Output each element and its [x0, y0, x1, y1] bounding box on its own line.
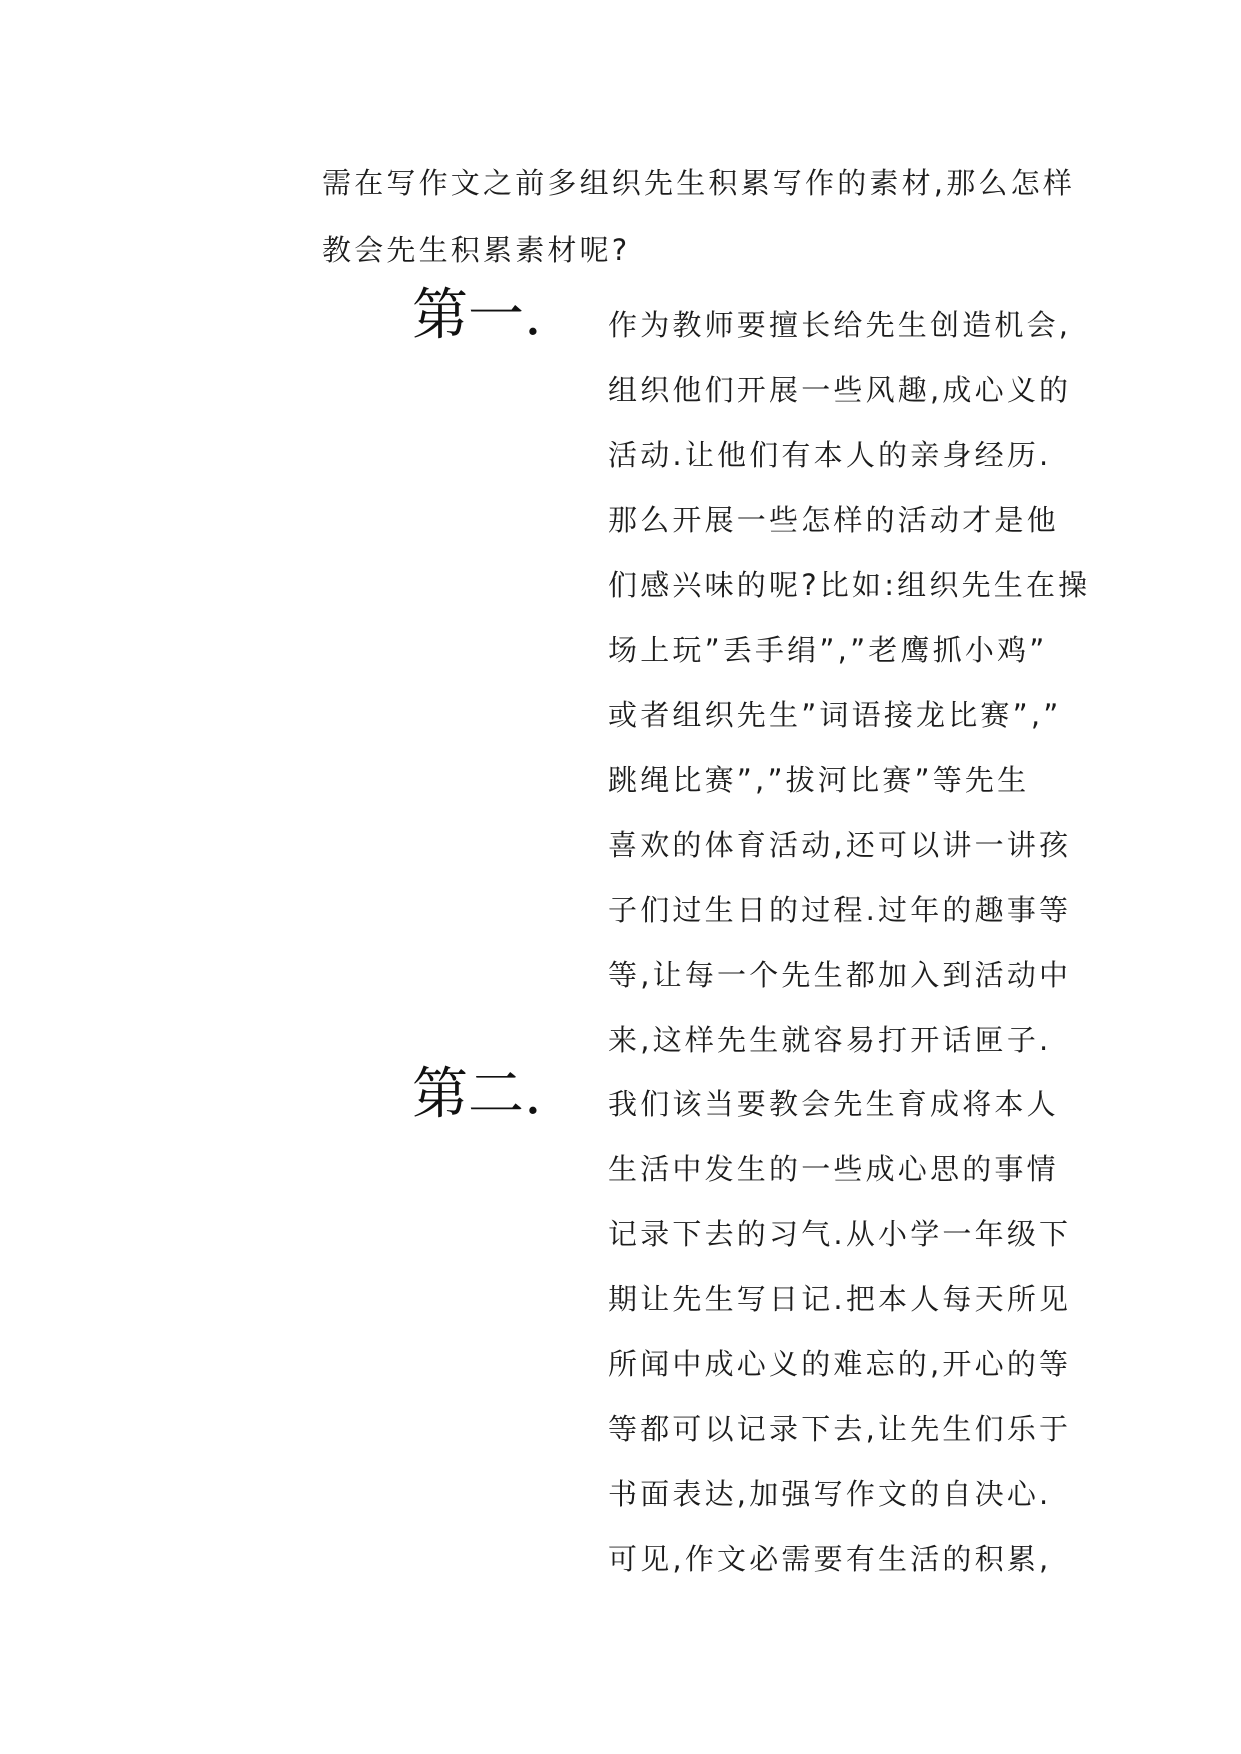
section-line: 书面表达,加强写作文的自决心. — [608, 1477, 1052, 1511]
section-line: 记录下去的习气.从小学一年级下 — [608, 1217, 1072, 1251]
section-line: 作为教师要擅长给先生创造机会, — [608, 308, 1072, 342]
section-line: 等都可以记录下去,让先生们乐于 — [608, 1412, 1072, 1446]
section-line: 喜欢的体育活动,还可以讲一讲孩 — [608, 828, 1072, 862]
section-line: 那么开展一些怎样的活动才是他 — [608, 503, 1059, 537]
section-line: 子们过生日的过程.过年的趣事等 — [608, 893, 1072, 927]
section-line: 跳绳比赛”,”拔河比赛”等先生 — [608, 763, 1030, 797]
section-line: 期让先生写日记.把本人每天所见 — [608, 1282, 1072, 1316]
section-line: 等,让每一个先生都加入到活动中 — [608, 958, 1072, 992]
section-line: 组织他们开展一些风趣,成心义的 — [608, 373, 1072, 407]
section-line: 们感兴味的呢?比如:组织先生在操 — [608, 568, 1091, 602]
section-heading: 第一. — [412, 283, 542, 348]
intro-line: 教会先生积累素材呢? — [322, 233, 631, 267]
section-line: 或者组织先生”词语接龙比赛”,” — [608, 698, 1062, 732]
section-line: 生活中发生的一些成心思的事情 — [608, 1152, 1059, 1186]
intro-line: 需在写作文之前多组织先生积累写作的素材,那么怎样 — [322, 166, 1076, 200]
section-heading: 第二. — [412, 1062, 542, 1127]
section-line: 活动.让他们有本人的亲身经历. — [608, 438, 1052, 472]
section-line: 所闻中成心义的难忘的,开心的等 — [608, 1347, 1072, 1381]
section-line: 来,这样先生就容易打开话匣子. — [608, 1023, 1052, 1057]
section-line: 场上玩”丢手绢”,”老鹰抓小鸡” — [608, 633, 1048, 667]
section-line: 我们该当要教会先生育成将本人 — [608, 1087, 1059, 1121]
section-line: 可见,作文必需要有生活的积累, — [608, 1542, 1052, 1576]
